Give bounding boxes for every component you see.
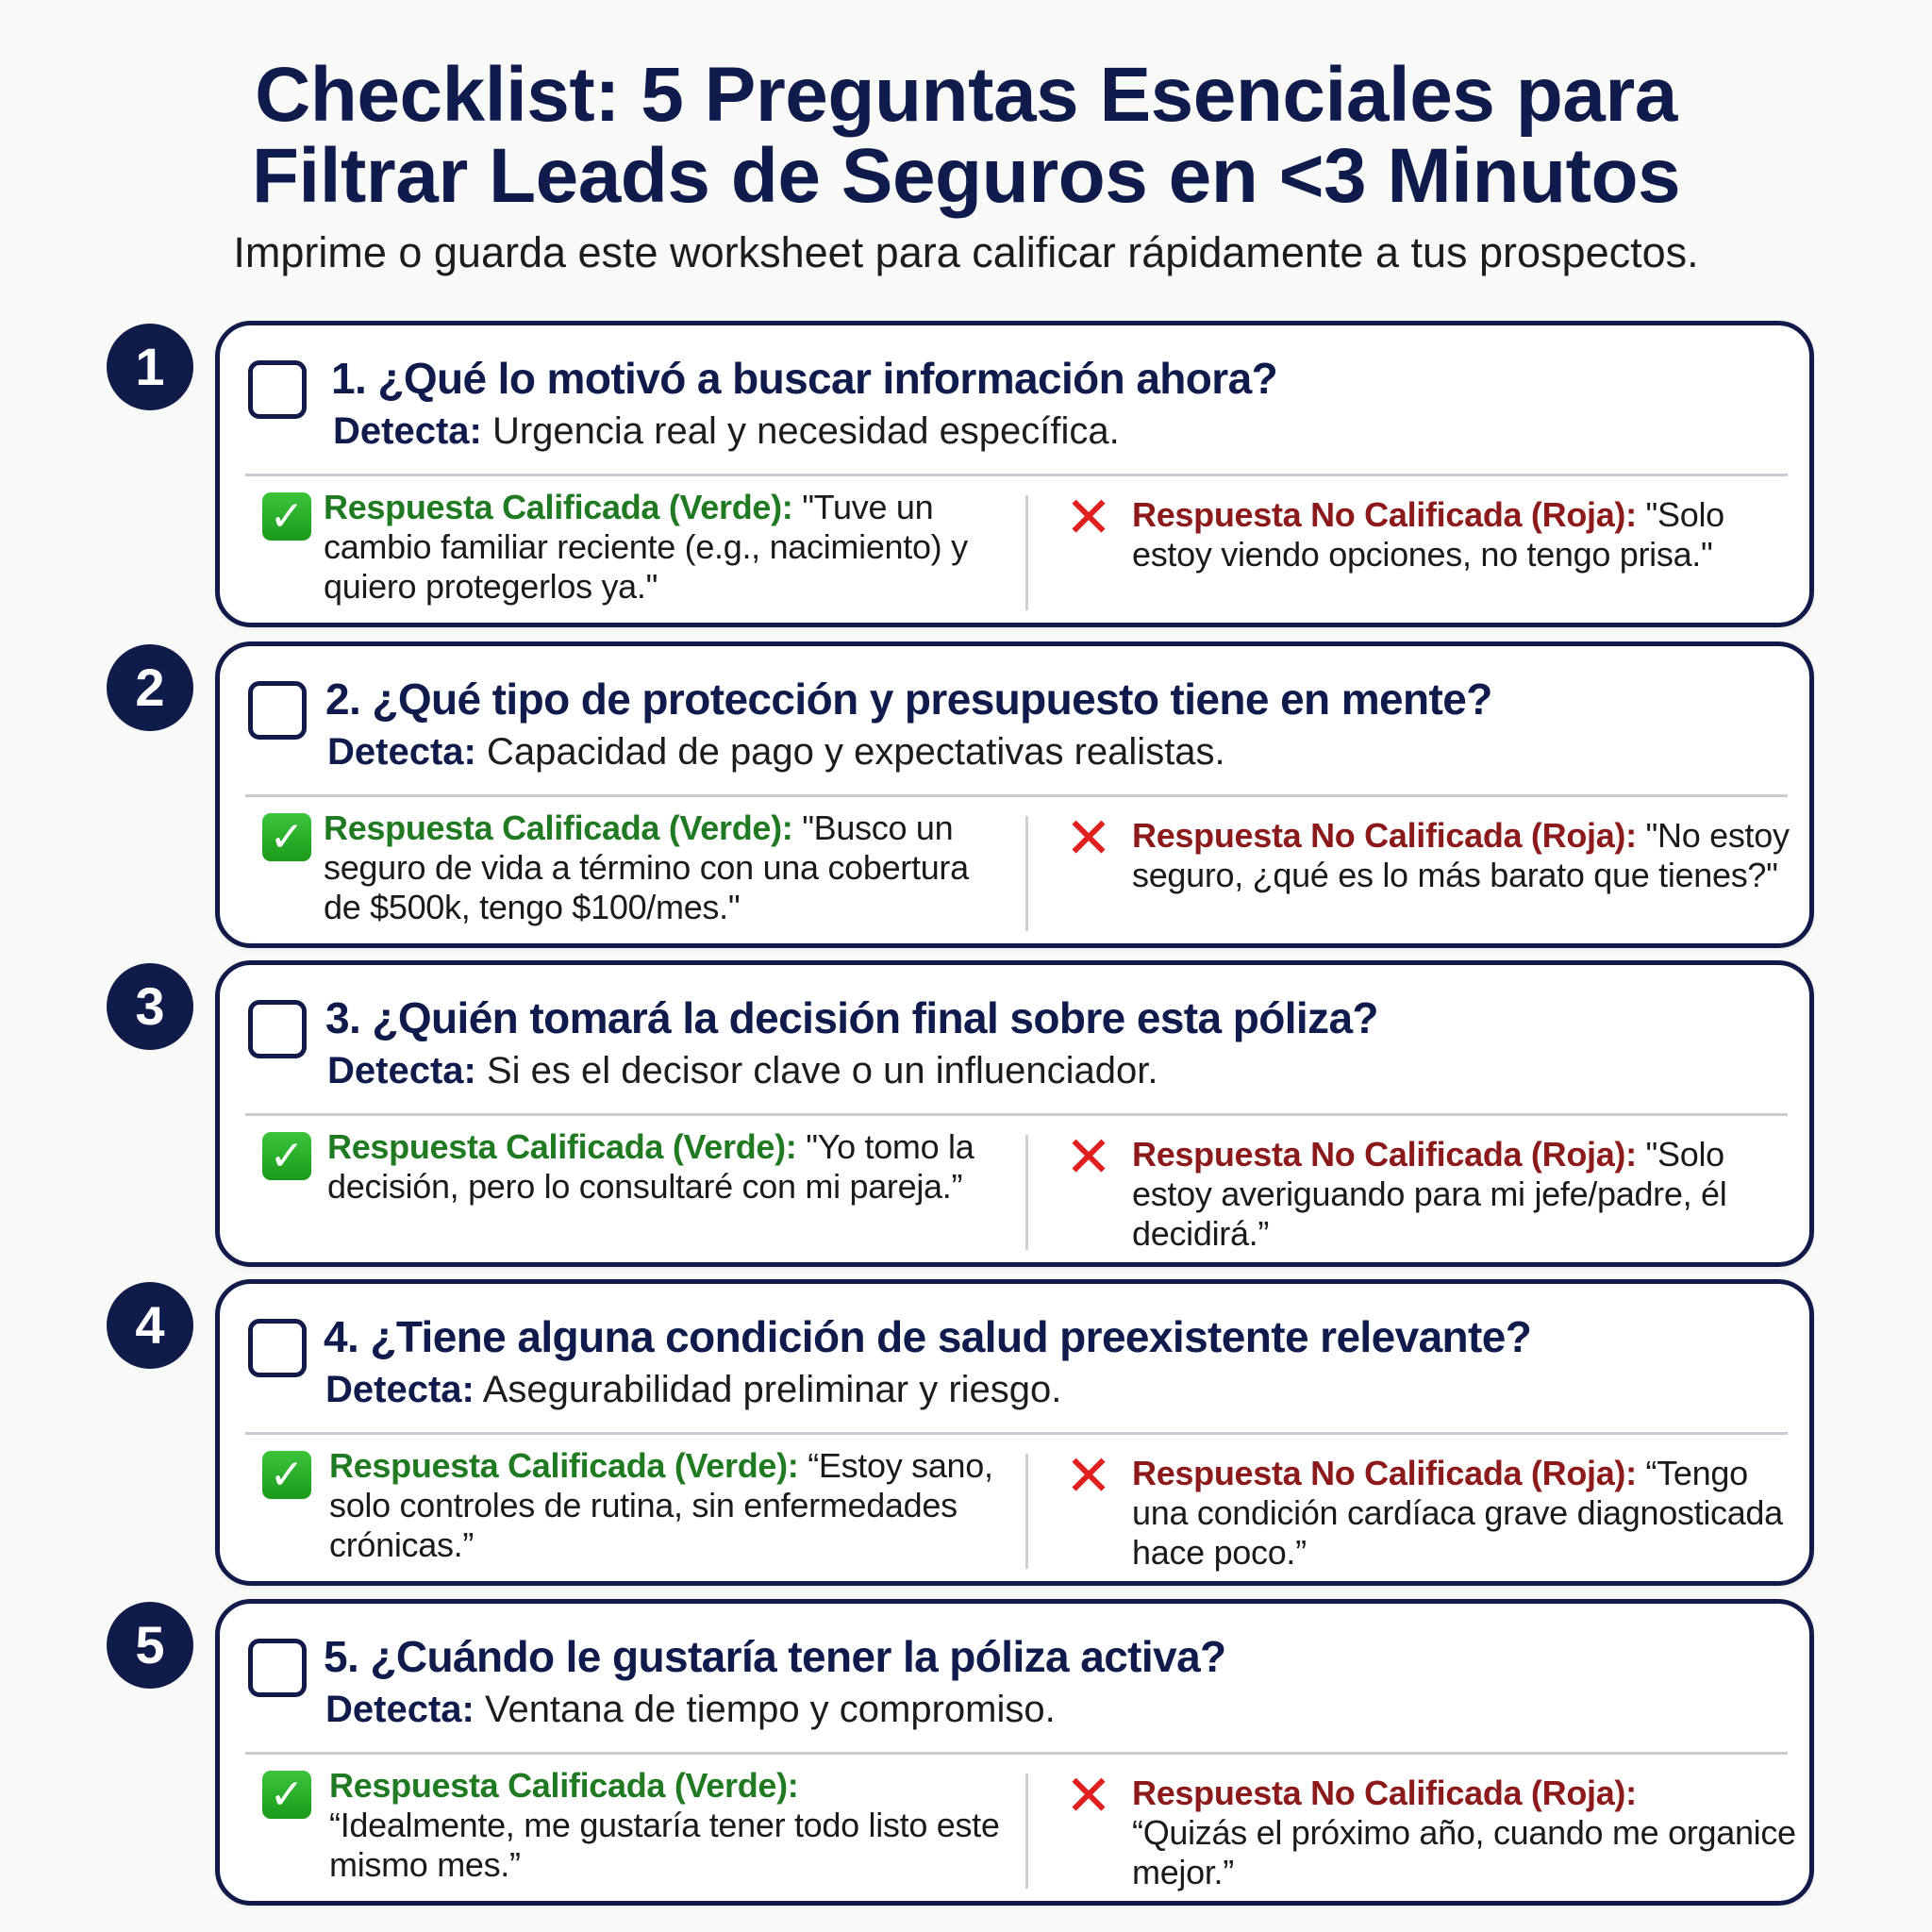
- unqualified-text: "Solo estoy averiguando para mi jefe/padre, él decidirá.”: [1132, 1135, 1727, 1253]
- qualified-label: Respuesta Calificada (Verde):: [327, 1127, 797, 1166]
- question-card: [215, 641, 1814, 948]
- title-line-2: Filtrar Leads de Seguros en <3 Minutos: [251, 133, 1681, 219]
- green-check-icon: ✓: [262, 1451, 311, 1499]
- card-divider: [245, 794, 1788, 797]
- question-text: 2. ¿Qué tipo de protección y presupuesto tiene en mente?: [325, 675, 1492, 724]
- page-subtitle: Imprime o guarda este worksheet para calificar rápidamente a tus prospectos.: [233, 228, 1699, 276]
- checklist-item-3: [0, 960, 1932, 1272]
- number-badge: 4: [107, 1282, 193, 1369]
- question-card: [215, 321, 1814, 627]
- checklist-item-1: [0, 321, 1932, 632]
- unqualified-answer: [1025, 1764, 1802, 1891]
- detect-label: Detecta:: [327, 1050, 476, 1091]
- detect-text: Urgencia real y necesidad específica.: [491, 410, 1120, 452]
- number-badge: 2: [107, 644, 193, 731]
- qualified-answer: [258, 1766, 1003, 1889]
- number-badge: 1: [107, 324, 193, 410]
- detect-text: Ventana de tiempo y compromiso.: [484, 1689, 1056, 1730]
- qualified-answer: [258, 1446, 1003, 1569]
- question-card: [215, 960, 1814, 1267]
- card-divider: [245, 1752, 1788, 1755]
- question-checkbox[interactable]: [248, 1319, 307, 1377]
- unqualified-answer: [1025, 1444, 1802, 1572]
- detect-label: Detecta:: [325, 1369, 475, 1410]
- checklist-item-4: [0, 1279, 1932, 1591]
- red-x-icon: ✕: [1064, 486, 1113, 549]
- detect-text: Si es el decisor clave o un influenciador.: [486, 1050, 1158, 1091]
- card-divider: [245, 1113, 1788, 1116]
- question-checkbox[interactable]: [248, 681, 307, 740]
- qualified-text: "Busco un seguro de vida a término con una cobertura de $500k, tengo $100/mes.": [324, 808, 969, 926]
- qualified-answer: [258, 808, 1003, 931]
- red-x-icon: ✕: [1064, 1444, 1113, 1507]
- green-check-icon: ✓: [262, 1132, 311, 1180]
- unqualified-answer: [1025, 486, 1802, 610]
- checklist-item-2: [0, 641, 1932, 953]
- question-text: 5. ¿Cuándo le gustaría tener la póliza activa?: [324, 1632, 1226, 1681]
- question-text: 3. ¿Quién tomará la decisión final sobre esta póliza?: [325, 993, 1378, 1042]
- page-title: [0, 52, 1932, 219]
- red-x-icon: ✕: [1064, 807, 1113, 870]
- detect-text: Asegurabilidad preliminar y riesgo.: [482, 1369, 1062, 1410]
- detect-line: [327, 729, 1790, 774]
- green-check-icon: ✓: [262, 813, 311, 861]
- detect-line: [327, 1048, 1790, 1093]
- unqualified-label: Respuesta No Calificada (Roja):: [1132, 495, 1637, 534]
- unqualified-answer: [1025, 1125, 1802, 1253]
- unqualified-label: Respuesta No Calificada (Roja):: [1132, 1454, 1637, 1492]
- unqualified-label: Respuesta No Calificada (Roja):: [1132, 816, 1637, 855]
- detect-label: Detecta:: [333, 410, 482, 452]
- qualified-text: "Yo tomo la decisión, pero lo consultaré con mi pareja.”: [327, 1127, 974, 1206]
- qualified-text: "Tuve un cambio familiar reciente (e.g., nacimiento) y quiero protegerlos ya.": [324, 488, 968, 606]
- detect-line: [333, 408, 1790, 454]
- green-check-icon: ✓: [262, 1771, 311, 1819]
- unqualified-answer: [1025, 807, 1802, 931]
- detect-text: Capacidad de pago y expectativas realistas.: [486, 731, 1225, 773]
- red-x-icon: ✕: [1064, 1125, 1113, 1189]
- card-divider: [245, 474, 1788, 476]
- qualified-label: Respuesta Calificada (Verde):: [324, 808, 793, 847]
- unqualified-text: “Quizás el próximo año, cuando me organice mejor.”: [1132, 1813, 1796, 1891]
- qualified-label: Respuesta Calificada (Verde):: [324, 488, 793, 526]
- unqualified-label: Respuesta No Calificada (Roja):: [1132, 1135, 1637, 1174]
- question-card: [215, 1279, 1814, 1586]
- question-checkbox[interactable]: [248, 1000, 307, 1058]
- title-line-1: Checklist: 5 Preguntas Esenciales para: [255, 52, 1677, 138]
- number-badge: 5: [107, 1602, 193, 1689]
- unqualified-text: "No estoy seguro, ¿qué es lo más barato que tienes?": [1132, 816, 1790, 894]
- number-badge: 3: [107, 963, 193, 1050]
- red-x-icon: ✕: [1064, 1764, 1113, 1827]
- detect-line: [325, 1367, 1790, 1412]
- unqualified-text: "Solo estoy viendo opciones, no tengo prisa.": [1132, 495, 1724, 574]
- qualified-label: Respuesta Calificada (Verde):: [329, 1766, 799, 1805]
- question-text: 4. ¿Tiene alguna condición de salud preexistente relevante?: [324, 1312, 1532, 1361]
- qualified-label: Respuesta Calificada (Verde):: [329, 1446, 799, 1485]
- unqualified-text: “Tengo una condición cardíaca grave diagnosticada hace poco.”: [1132, 1454, 1783, 1572]
- qualified-text: “Estoy sano, solo controles de rutina, sin enfermedades crónicas.”: [329, 1446, 993, 1564]
- detect-label: Detecta:: [325, 1689, 475, 1730]
- detect-label: Detecta:: [327, 731, 476, 773]
- unqualified-label: Respuesta No Calificada (Roja):: [1132, 1774, 1637, 1812]
- green-check-icon: ✓: [262, 492, 311, 541]
- detect-line: [325, 1687, 1790, 1732]
- checklist-item-5: [0, 1599, 1932, 1910]
- card-divider: [245, 1432, 1788, 1435]
- qualified-answer: [258, 488, 1003, 610]
- question-card: [215, 1599, 1814, 1906]
- question-text: 1. ¿Qué lo motivó a buscar información ahora?: [331, 354, 1278, 403]
- qualified-answer: [258, 1127, 1003, 1250]
- qualified-text: “Idealmente, me gustaría tener todo listo este mismo mes.”: [329, 1806, 1000, 1884]
- question-checkbox[interactable]: [248, 1639, 307, 1697]
- question-checkbox[interactable]: [248, 360, 307, 419]
